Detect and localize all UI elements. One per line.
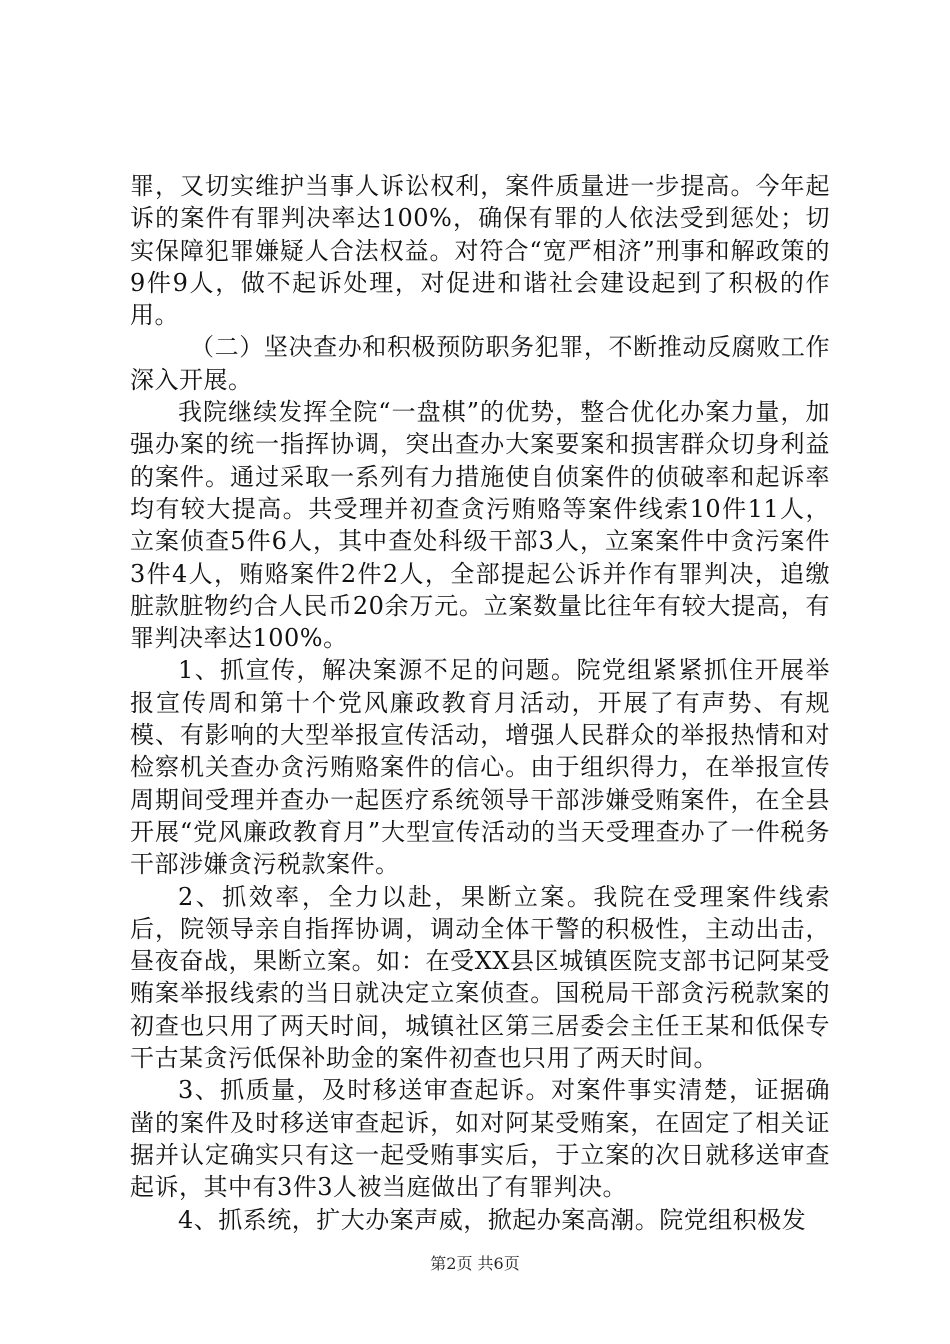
paragraph-continuation: 罪，又切实维护当事人诉讼权利，案件质量进一步提高。今年起诉的案件有罪判决率达100%，确保有罪的人依法受到惩处；切实保障犯罪嫌疑人合法权益。对符合“宽严相济”刑事和解政策的9件9人，做不起诉处理，对促进和谐社会建设起到了积极的作用。: [130, 172, 830, 330]
paragraph-item-3: 3、抓质量，及时移送审查起诉。对案件事实清楚，证据确凿的案件及时移送审查起诉，如对阿某受贿案，在固定了相关证据并认定确实只有这一起受贿事实后，于立案的次日就移送审查起诉，其中有3件3人被当庭做出了有罪判决。: [130, 1076, 830, 1202]
paragraph-item-4: 4、抓系统，扩大办案声威，掀起办案高潮。院党组积极发: [178, 1205, 807, 1234]
paragraph-item-2: 2、抓效率，全力以赴，果断立案。我院在受理案件线索后，院领导亲自指挥协调，调动全体干警的积极性，主动出击，昼夜奋战，果断立案。如：在受XX县区城镇医院支部书记阿某受贿案举报线索的当日就决定立案侦查。国税局干部贪污税款案的初查也只用了两天时间，城镇社区第三居委会主任王某和低保专干古某贪污低保补助金的案件初查也只用了两天时间。: [130, 882, 830, 1073]
page-number-footer: 第2页 共6页: [430, 1254, 520, 1273]
paragraph-item-1: 1、抓宣传，解决案源不足的问题。院党组紧紧抓住开展举报宣传周和第十个党风廉政教育月活动，开展了有声势、有规模、有影响的大型举报宣传活动，增强人民群众的举报热情和对检察机关查办贪污贿赂案件的信心。由于组织得力，在举报宣传周期间受理并查办一起医疗系统领导干部涉嫌受贿案件，在全县开展“党风廉政教育月”大型宣传活动的当天受理查办了一件税务干部涉嫌贪污税款案件。: [130, 656, 830, 879]
paragraph-overview: 我院继续发挥全院“一盘棋”的优势，整合优化办案力量，加强办案的统一指挥协调，突出查办大案要案和损害群众切身利益的案件。通过采取一系列有力措施使自侦案件的侦破率和起诉率均有较大提高。共受理并初查贪污贿赂等案件线索10件11人，立案侦查5件6人，其中查处科级干部3人，立案案件中贪污案件3件4人，贿赂案件2件2人，全部提起公诉并作有罪判决，追缴脏款脏物约合人民币20余万元。立案数量比往年有较大提高，有罪判决率达100%。: [130, 398, 830, 653]
document-body: [130, 170, 830, 1236]
section-heading: （二）坚决查办和积极预防职务犯罪，不断推动反腐败工作深入开展。: [130, 333, 830, 394]
